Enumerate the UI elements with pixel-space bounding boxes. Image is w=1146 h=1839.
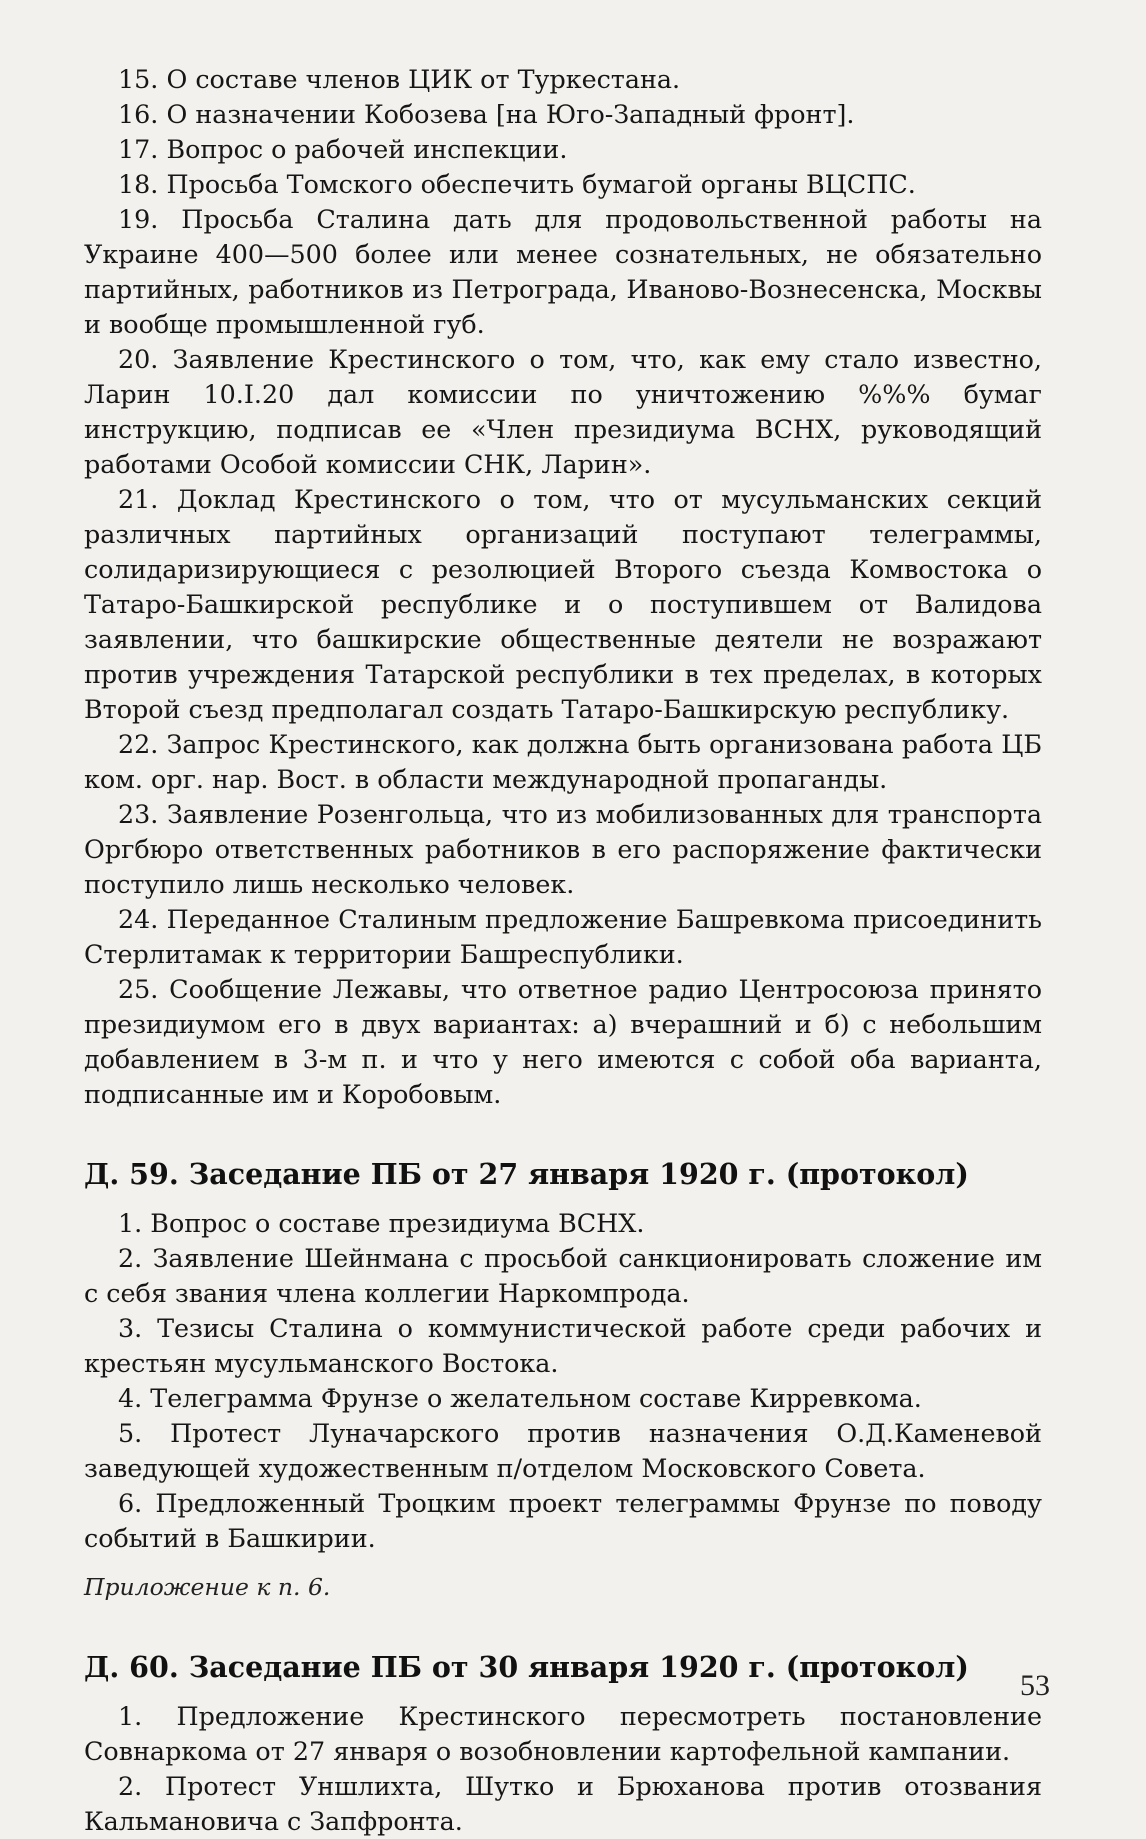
section-heading-60: Д. 60. Заседание ПБ от 30 января 1920 г. (протокол) (84, 1650, 969, 1684)
list-item: 25. Сообщение Лежавы, что ответное радио Центросоюза принято президиумом его в двух вариантах: а) вчерашний и б) с небольшим добавлением в 3-м п. и что у него имеются с собой оба варианта, подписанные им и Коробовым. (84, 974, 1042, 1109)
appendix-note: Приложение к п. 6. (84, 1573, 331, 1601)
list-item: 1. Предложение Крестинского пересмотреть постановление Совнаркома от 27 января о возобновлении картофельной кампании. (84, 1701, 1042, 1766)
list-item: 18. Просьба Томского обеспечить бумагой органы ВЦСПС. (118, 169, 916, 199)
page-number: 53 (1020, 1669, 1050, 1702)
list-item: 2. Заявление Шейнмана с просьбой санкционировать сложение им с себя звания члена коллегии Наркомпрода. (84, 1243, 1042, 1308)
section-heading-59: Д. 59. Заседание ПБ от 27 января 1920 г. (протокол) (84, 1157, 969, 1191)
list-item: 19. Просьба Сталина дать для продовольственной работы на Украине 400—500 более или менее сознательных, не обязательно партийных, работников из Петрограда, Иваново-Вознесенска, Москвы и вообще промышленной губ. (84, 204, 1042, 339)
list-item: 24. Переданное Сталиным предложение Башревкома присоединить Стерлитамак к территории Башреспублики. (84, 904, 1042, 969)
list-item: 15. О составе членов ЦИК от Туркестана. (118, 64, 681, 94)
list-item: 22. Запрос Крестинского, как должна быть организована работа ЦБ ком. орг. нар. Вост. в области международной пропаганды. (84, 729, 1042, 794)
list-item: 21. Доклад Крестинского о том, что от мусульманских секций различных партийных организаций поступают телеграммы, солидаризирующиеся с резолюцией Второго съезда Комвостока о Татаро-Башкирской республике и о поступившем от Валидова заявлении, что башкирские общественные деятели не возражают против учреждения Татарской республики в тех пределах, в которых Второй съезд предполагал создать Татаро-Башкирскую республику. (84, 484, 1042, 724)
list-item: 1. Вопрос о составе президиума ВСНХ. (118, 1208, 645, 1238)
list-item: 2. Протест Уншлихта, Шутко и Брюханова против отозвания Кальмановича с Запфронта. (84, 1771, 1042, 1836)
list-item: 16. О назначении Кобозева [на Юго-Западный фронт]. (118, 99, 855, 129)
section-59-list (84, 1206, 1042, 1556)
list-item: 17. Вопрос о рабочей инспекции. (118, 134, 568, 164)
section-60-list (84, 1699, 1042, 1839)
list-item: 4. Телеграмма Фрунзе о желательном составе Кирревкома. (118, 1383, 922, 1413)
list-item: 23. Заявление Розенгольца, что из мобилизованных для транспорта Оргбюро ответственных работников в его распоряжение фактически поступило лишь несколько человек. (84, 799, 1042, 899)
list-item: 5. Протест Луначарского против назначения О.Д.Каменевой заведующей художественным п/отделом Московского Совета. (84, 1418, 1042, 1483)
list-item: 6. Предложенный Троцким проект телеграммы Фрунзе по поводу событий в Башкирии. (84, 1488, 1042, 1553)
list-item: 3. Тезисы Сталина о коммунистической работе среди рабочих и крестьян мусульманского Востока. (84, 1313, 1042, 1378)
list-item: 20. Заявление Крестинского о том, что, как ему стало известно, Ларин 10.I.20 дал комиссии по уничтожению %%% бумаг инструкцию, подписав ее «Член президиума ВСНХ, руководящий работами Особой комиссии СНК, Ларин». (84, 344, 1042, 479)
section-top-list (84, 62, 1042, 1112)
